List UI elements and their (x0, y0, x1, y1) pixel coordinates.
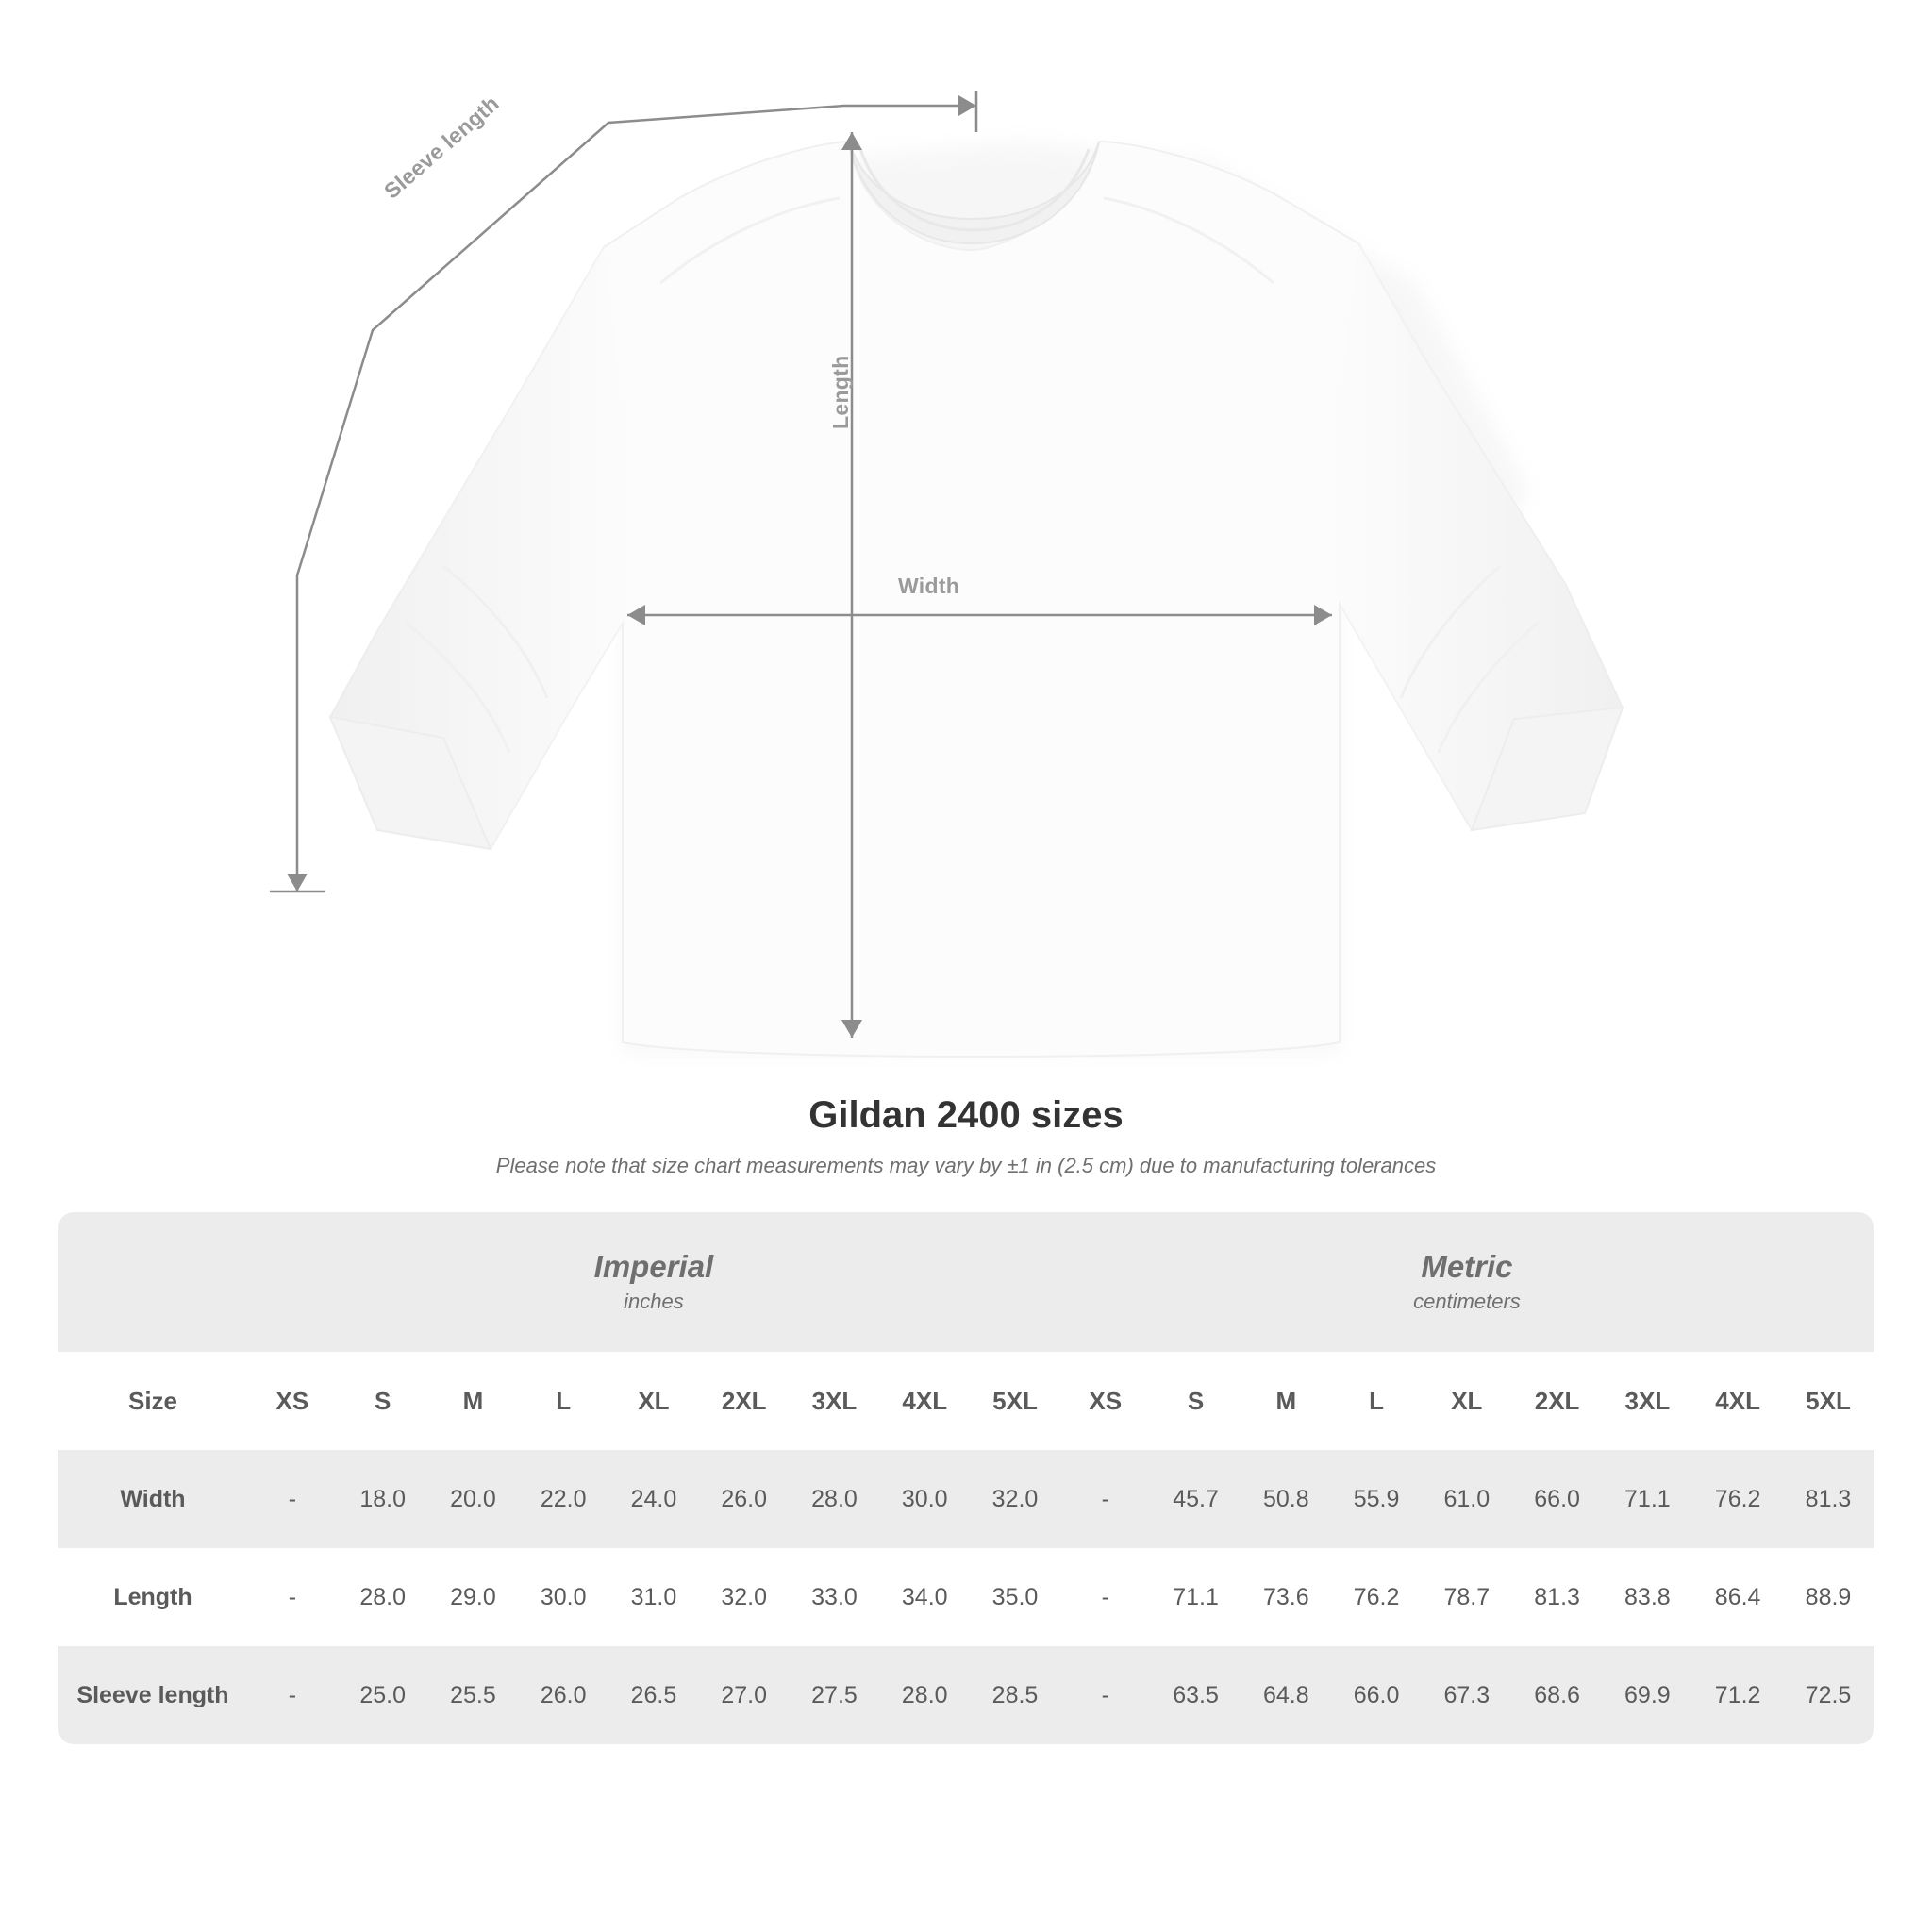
measurement-cell: 69.9 (1602, 1646, 1692, 1744)
title-block (0, 1094, 1932, 1178)
size-header-cell: S (338, 1352, 428, 1450)
measurement-cell: 32.0 (699, 1548, 790, 1646)
measurement-cell: 27.5 (790, 1646, 880, 1744)
measurement-cell: 81.3 (1512, 1548, 1603, 1646)
width-label: Width (898, 574, 960, 598)
table-corner-cell (58, 1212, 247, 1352)
measurement-cell: 86.4 (1692, 1548, 1783, 1646)
unit-subtitle: centimeters (1413, 1290, 1521, 1314)
size-header-cell: XL (608, 1352, 699, 1450)
measurement-cell: - (1060, 1548, 1151, 1646)
measurement-cell: 29.0 (428, 1548, 519, 1646)
unit-header-row (58, 1212, 1874, 1352)
measurement-cell: 26.0 (699, 1450, 790, 1548)
measurement-cell: - (247, 1548, 338, 1646)
size-header-label: Size (58, 1352, 247, 1450)
size-header-cell: L (1331, 1352, 1422, 1450)
measurement-cell: 28.0 (338, 1548, 428, 1646)
length-label: Length (828, 355, 853, 429)
measurement-cell: 18.0 (338, 1450, 428, 1548)
size-header-cell: XL (1422, 1352, 1512, 1450)
measurement-cell: - (1060, 1450, 1151, 1548)
measurement-cell: 64.8 (1241, 1646, 1331, 1744)
tolerance-note: Please note that size chart measurements may vary by ±1 in (2.5 cm) due to manufacturing tolerances (495, 1154, 1437, 1177)
row-label-sleeve-length: Sleeve length (58, 1646, 247, 1744)
size-header-row (58, 1352, 1874, 1450)
measurement-cell: 71.2 (1692, 1646, 1783, 1744)
measurement-cell: 22.0 (518, 1450, 608, 1548)
measurement-cell: - (247, 1450, 338, 1548)
size-table-container (58, 1212, 1874, 1744)
sleeve-length-label: Sleeve length (379, 91, 504, 204)
size-header-cell: S (1151, 1352, 1241, 1450)
measurement-cell: 33.0 (790, 1548, 880, 1646)
unit-header-imperial (247, 1212, 1060, 1352)
measurement-cell: 68.6 (1512, 1646, 1603, 1744)
size-header-cell: 5XL (1783, 1352, 1874, 1450)
size-header-cell: L (518, 1352, 608, 1450)
measurement-cell: 26.5 (608, 1646, 699, 1744)
measurement-cell: 25.0 (338, 1646, 428, 1744)
unit-subtitle: inches (624, 1290, 684, 1314)
page-title: Gildan 2400 sizes (808, 1094, 1124, 1136)
measurement-cell: 55.9 (1331, 1450, 1422, 1548)
measurement-cell: 50.8 (1241, 1450, 1331, 1548)
measurement-cell: 83.8 (1602, 1548, 1692, 1646)
measurement-cell: 71.1 (1151, 1548, 1241, 1646)
measurement-cell: 31.0 (608, 1548, 699, 1646)
size-header-cell: 3XL (1602, 1352, 1692, 1450)
measurement-cell: 28.0 (790, 1450, 880, 1548)
size-header-cell: 2XL (699, 1352, 790, 1450)
size-header-cell: 5XL (970, 1352, 1060, 1450)
measurement-cell: 71.1 (1602, 1450, 1692, 1548)
measurement-cell: 27.0 (699, 1646, 790, 1744)
unit-name: Metric (1421, 1248, 1513, 1284)
unit-header-metric (1060, 1212, 1874, 1352)
measurement-cell: 45.7 (1151, 1450, 1241, 1548)
measurement-cell: 34.0 (879, 1548, 970, 1646)
measurement-cell: 26.0 (518, 1646, 608, 1744)
size-header-cell: XS (1060, 1352, 1151, 1450)
measurement-cell: 72.5 (1783, 1646, 1874, 1744)
measurement-cell: 28.5 (970, 1646, 1060, 1744)
measurement-cell: - (1060, 1646, 1151, 1744)
measurement-cell: 78.7 (1422, 1548, 1512, 1646)
measurement-cell: 73.6 (1241, 1548, 1331, 1646)
table-row (58, 1646, 1874, 1744)
size-table (58, 1212, 1874, 1744)
size-header-cell: 4XL (879, 1352, 970, 1450)
measurement-cell: 63.5 (1151, 1646, 1241, 1744)
unit-name: Imperial (593, 1248, 714, 1284)
measurement-cell: 24.0 (608, 1450, 699, 1548)
table-row (58, 1548, 1874, 1646)
measurement-cell: 67.3 (1422, 1646, 1512, 1744)
measurement-cell: 32.0 (970, 1450, 1060, 1548)
table-row (58, 1450, 1874, 1548)
measurement-cell: 28.0 (879, 1646, 970, 1744)
measurement-cell: 81.3 (1783, 1450, 1874, 1548)
measurement-cell: 20.0 (428, 1450, 519, 1548)
measurement-cell: 66.0 (1512, 1450, 1603, 1548)
measurement-cell: 25.5 (428, 1646, 519, 1744)
measurement-cell: 30.0 (879, 1450, 970, 1548)
row-label-width: Width (58, 1450, 247, 1548)
measurement-cell: 66.0 (1331, 1646, 1422, 1744)
measurement-cell: 35.0 (970, 1548, 1060, 1646)
size-header-cell: 4XL (1692, 1352, 1783, 1450)
measurement-cell: 88.9 (1783, 1548, 1874, 1646)
row-label-length: Length (58, 1548, 247, 1646)
size-header-cell: 2XL (1512, 1352, 1603, 1450)
measurement-cell: 76.2 (1331, 1548, 1422, 1646)
measurement-cell: 30.0 (518, 1548, 608, 1646)
size-header-cell: 3XL (790, 1352, 880, 1450)
size-header-cell: M (1241, 1352, 1331, 1450)
measurement-cell: 76.2 (1692, 1450, 1783, 1548)
measurement-cell: 61.0 (1422, 1450, 1512, 1548)
size-header-cell: M (428, 1352, 519, 1450)
measurement-cell: - (247, 1646, 338, 1744)
size-header-cell: XS (247, 1352, 338, 1450)
